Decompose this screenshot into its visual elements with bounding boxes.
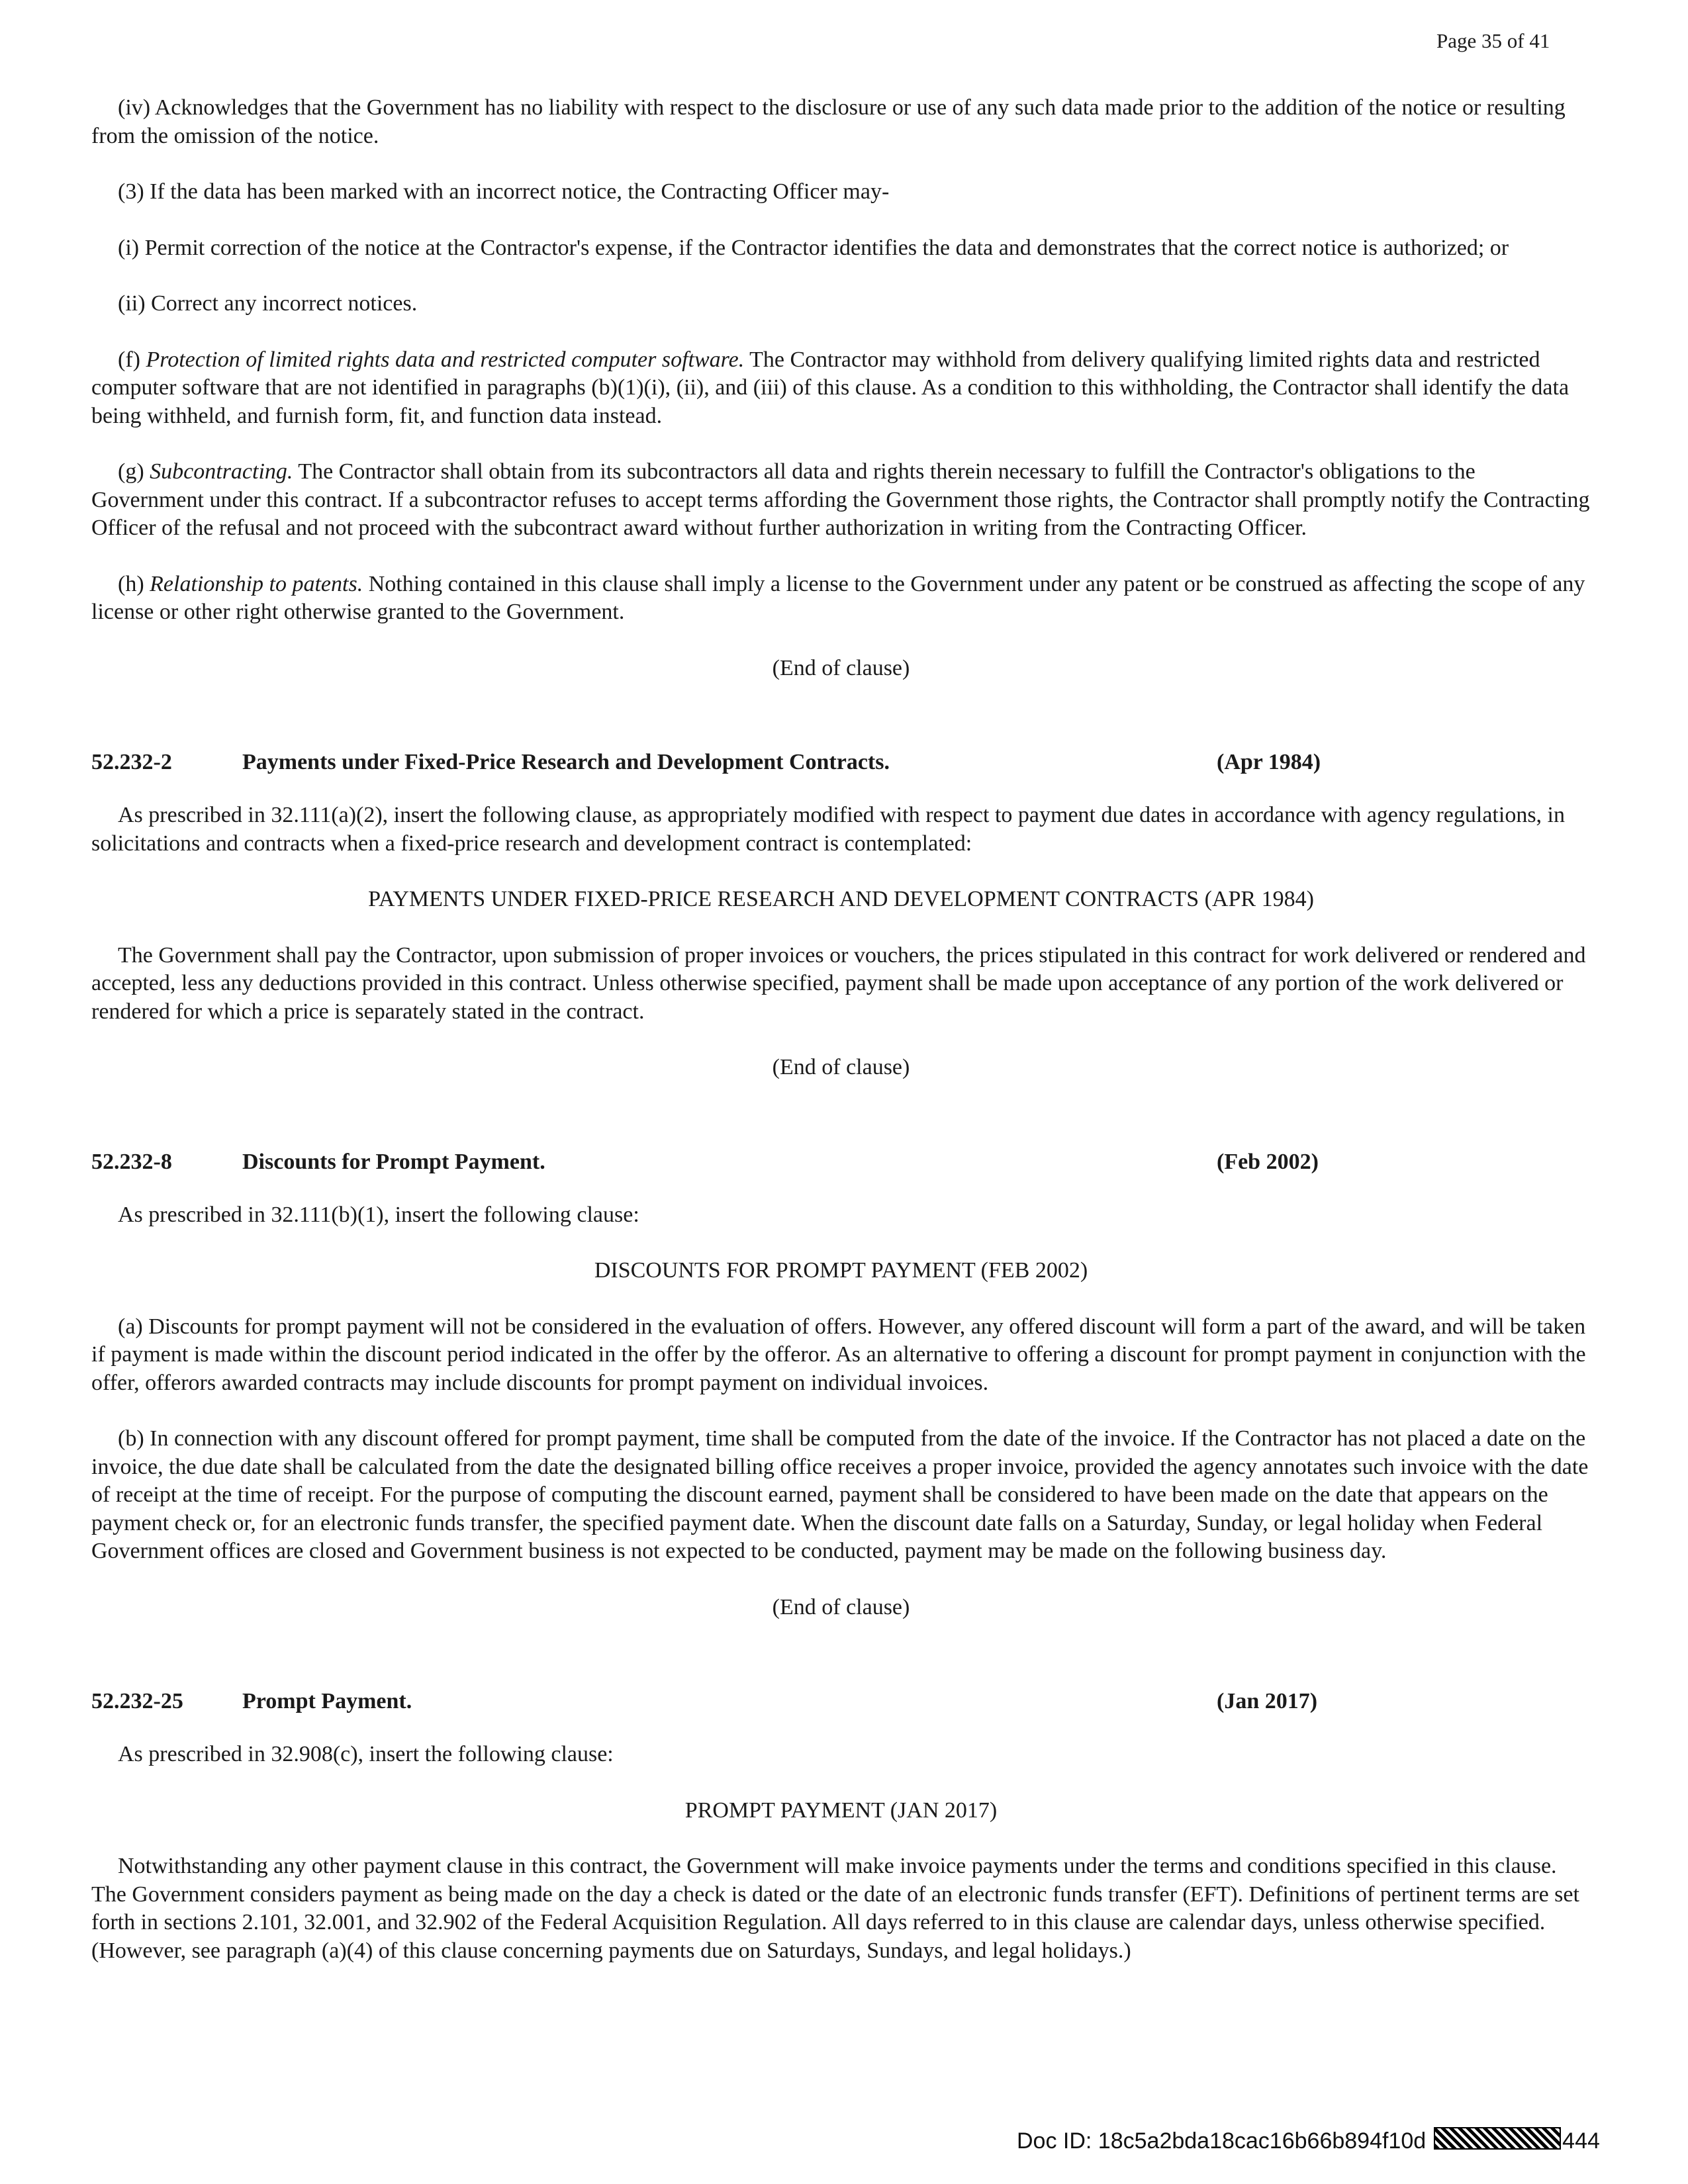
paragraph-i: (i) Permit correction of the notice at the Contractor's expense, if the Contractor identifies the data and demonstrates that the correct notice is authorized; or [118, 235, 1509, 260]
paragraph-h-heading: Relationship to patents. [150, 571, 363, 596]
clause-body: The Government shall pay the Contractor, upon submission of proper invoices or vouchers, the prices stipulated in this contract for work delivered or rendered and accepted, less any deductions provided in this contract. Unless otherwise specified, payment shall be made upon acceptance of any portion of the work delivered or rendered for which a price is separately stated in the contract. [91, 942, 1586, 1024]
paragraph-f-body: The Contractor may withhold from delivery qualifying limited rights data and restricted computer software that are not identified in paragraphs (b)(1)(i), (ii), and (iii) of this clause. As a condition to this withholding, the Contractor shall identify the data being withheld, and furnish form, fit, and function data instead. [91, 347, 1570, 428]
section-date: (Apr 1984) [1217, 750, 1321, 774]
clause-title: PROMPT PAYMENT (JAN 2017) [684, 1797, 998, 1823]
section-heading-52-232-2 [91, 749, 1591, 776]
section-date: (Feb 2002) [1217, 1149, 1319, 1174]
paragraph-iv: (iv) Acknowledges that the Government has no liability with respect to the disclosure or use of any such data made prior to the addition of the notice or resulting from the omission of the notice. [91, 95, 1566, 148]
redaction-mark [1434, 2127, 1561, 2150]
paragraph-b: (b) In connection with any discount offered for prompt payment, time shall be computed from the date of the invoice. If the Contractor has not placed a date on the invoice, the due date shall be calculated from the date the designated billing office receives a proper invoice, provided the agency annotates such invoice with the date of receipt at the time of receipt. For the purpose of computing the discount earned, payment shall be considered to have been made on the date that appears on the payment check or, for an electronic funds transfer, the specified payment date. When the discount date falls on a Saturday, Sunday, or legal holiday when Federal Government offices are closed and Government business is not expected to be conducted, payment may be made on the following business day. [91, 1426, 1589, 1563]
section-number: 52.232-8 [91, 1149, 172, 1174]
paragraph-g-body: The Contractor shall obtain from its subcontractors all data and rights therein necessary to fulfill the Contractor's obligations to the Government under this contract. If a subcontractor refuses to accept terms affording the Government those rights, the Contractor shall promptly notify the Contracting Officer of the refusal and not proceed with the subcontract award without further authorization in writing from the Contracting Officer. [91, 459, 1590, 540]
section-title: Discounts for Prompt Payment. [242, 1149, 545, 1174]
section-intro: As prescribed in 32.111(a)(2), insert the following clause, as appropriately modified with respect to payment due dates in accordance with agency regulations, in solicitations and contracts when a fixed-price research and development contract is contemplated: [91, 803, 1565, 856]
clause-title: PAYMENTS UNDER FIXED-PRICE RESEARCH AND DEVELOPMENT CONTRACTS (APR 1984) [368, 887, 1314, 911]
paragraph-g [91, 458, 1591, 543]
paragraph-ii: (ii) Correct any incorrect notices. [118, 291, 418, 316]
section-title: Prompt Payment. [242, 1689, 412, 1713]
end-of-clause: (End of clause) [772, 1594, 910, 1619]
document-body [91, 94, 1591, 1993]
section-intro: As prescribed in 32.908(c), insert the following clause: [118, 1742, 614, 1766]
clause-body: Notwithstanding any other payment clause in this contract, the Government will make invoice payments under the terms and conditions specified in this clause. The Government considers payment as being made on the day a check is dated or the date of an electronic funds transfer (EFT). Definitions of pertinent terms are set forth in sections 2.101, 32.001, and 32.902 of the Federal Acquisition Regulation. All days referred to in this clause are calendar days, unless otherwise specified. (However, see paragraph (a)(4) of this clause concerning payments due on Saturdays, Sundays, and legal holidays.) [91, 1854, 1579, 1963]
section-number: 52.232-25 [91, 1689, 183, 1713]
section-number: 52.232-2 [91, 750, 172, 774]
section-title: Payments under Fixed-Price Research and Development Contracts. [242, 750, 890, 774]
section-date: (Jan 2017) [1217, 1689, 1318, 1713]
paragraph-h-prefix: (h) [118, 571, 150, 596]
section-intro: As prescribed in 32.111(b)(1), insert the following clause: [118, 1202, 639, 1227]
end-of-clause: (End of clause) [772, 1055, 910, 1079]
doc-id-suffix: 444 [1562, 2128, 1600, 2154]
paragraph-f-heading: Protection of limited rights data and restricted computer software. [146, 347, 745, 372]
paragraph-3: (3) If the data has been marked with an incorrect notice, the Contracting Officer may- [118, 179, 890, 204]
doc-id-footer [1017, 2127, 1600, 2154]
paragraph-g-heading: Subcontracting. [150, 459, 293, 484]
end-of-clause: (End of clause) [772, 655, 910, 680]
section-heading-52-232-25 [91, 1688, 1591, 1715]
section-heading-52-232-8 [91, 1148, 1591, 1176]
clause-title: DISCOUNTS FOR PROMPT PAYMENT (FEB 2002) [594, 1258, 1088, 1283]
page-number: Page 35 of 41 [1436, 29, 1550, 52]
paragraph-h-body: Nothing contained in this clause shall imply a license to the Government under any patent or be construed as affecting the scope of any license or other right otherwise granted to the Government. [91, 571, 1585, 624]
paragraph-a: (a) Discounts for prompt payment will not be considered in the evaluation of offers. However, any offered discount will form a part of the award, and will be taken if payment is made within the discount period indicated in the offer by the offeror. As an alternative to offering a discount for prompt payment in conjunction with the offer, offerors awarded contracts may include discounts for prompt payment on individual invoices. [91, 1314, 1586, 1395]
paragraph-g-prefix: (g) [118, 459, 150, 484]
paragraph-h [91, 570, 1591, 627]
paragraph-f [91, 346, 1591, 431]
doc-id: Doc ID: 18c5a2bda18cac16b66b894f10d [1017, 2128, 1427, 2154]
paragraph-f-prefix: (f) [118, 347, 146, 372]
